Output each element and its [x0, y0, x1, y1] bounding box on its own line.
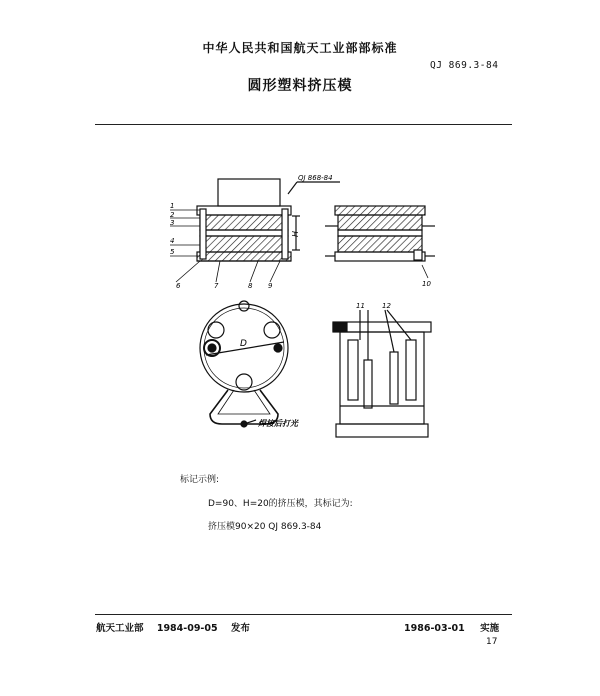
- effective-info: [404, 620, 511, 634]
- footer-rule: [95, 614, 512, 615]
- callout-7: 7: [214, 282, 219, 290]
- callout-3: 3: [170, 219, 175, 227]
- callout-10: 10: [422, 280, 431, 288]
- base-plate: [197, 252, 291, 261]
- issuer: 航天工业部: [96, 623, 144, 634]
- document-title: 圆形塑料挤压模: [247, 78, 353, 94]
- guide-pin-right: [282, 209, 288, 259]
- dimension-h-label: H: [291, 230, 300, 237]
- issuing-organization: 中华人民共和国航天工业部部标准: [202, 41, 398, 55]
- punch-body: [218, 179, 280, 206]
- guide-pin-left: [200, 209, 206, 259]
- effective-word: 实施: [480, 623, 500, 634]
- header-rule: [95, 124, 512, 125]
- assembly-elevation-view: [333, 310, 431, 437]
- callout-12: 12: [382, 302, 391, 310]
- callout-1: 1: [170, 202, 175, 210]
- top-plate: [197, 206, 291, 215]
- technical-drawing: [150, 170, 450, 440]
- page-number: 17: [486, 637, 498, 647]
- welding-note: 焊接后打光: [258, 419, 298, 428]
- standard-number: QJ 869.3-84: [430, 60, 499, 71]
- issue-date: 1984-09-05: [156, 623, 218, 634]
- side-section-view: [325, 206, 435, 261]
- callout-5: 5: [170, 248, 175, 256]
- issue-info: [96, 620, 260, 634]
- upper-die-layer: [200, 215, 288, 230]
- middle-gap: [200, 230, 288, 236]
- effective-date: 1986-03-01: [404, 623, 465, 634]
- callout-2: 2: [170, 211, 175, 219]
- front-section-view: [197, 179, 340, 261]
- reference-standard-label: QJ 868-84: [298, 174, 333, 182]
- callout-11: 11: [356, 302, 365, 310]
- issue-word: 发布: [230, 623, 250, 634]
- lower-die-layer: [200, 236, 288, 252]
- marking-condition: D=90、H=20的挤压模，其标记为:: [208, 499, 353, 509]
- callout-8: 8: [248, 282, 253, 290]
- marking-example: 挤压模90×20 QJ 869.3-84: [208, 522, 322, 532]
- plan-view: [200, 301, 288, 427]
- dimension-d-label: D: [240, 339, 247, 349]
- callout-9: 9: [268, 282, 273, 290]
- marking-heading: 标记示例:: [180, 475, 220, 485]
- callout-4: 4: [170, 237, 175, 245]
- callout-6: 6: [176, 282, 181, 290]
